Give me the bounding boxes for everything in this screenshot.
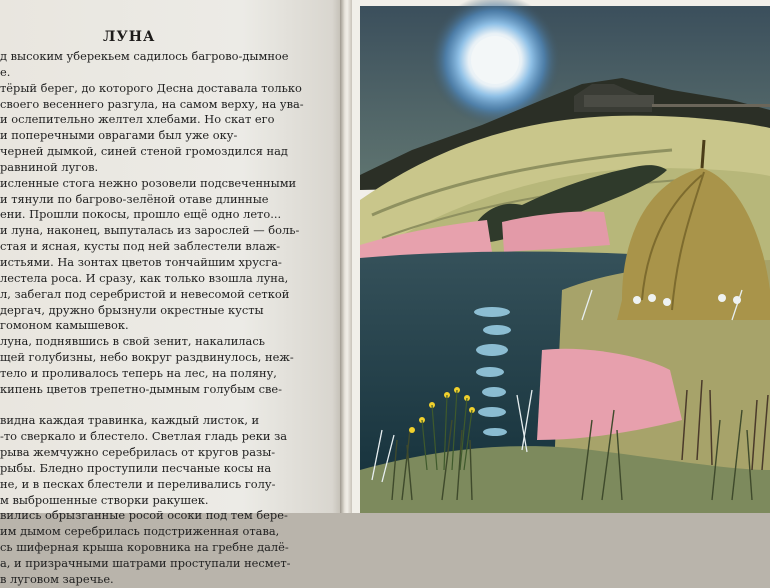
text-line: -то сверкало и блестело. Светлая гладь реки за <box>0 429 288 444</box>
text-line: исленные стога нежно розовели подсвеченными <box>0 175 297 190</box>
text-line: л, забегал под серебристой и невесомой сеткой <box>0 286 290 301</box>
text-line: тело и проливалось теперь на лес, на поляну, <box>0 365 277 380</box>
text-line: тёрый берег, до которого Десна доставала только <box>0 80 302 95</box>
text-line: своего весеннего разгула, на самом верху, на ува- <box>0 96 304 111</box>
text-line: и тянули по багрово-зелёной отаве длинные <box>0 191 269 206</box>
illustration-page <box>352 0 770 513</box>
text-line: истьями. На зонтах цветов тончайшим хрусга- <box>0 254 282 269</box>
story-text <box>0 49 340 588</box>
moon <box>471 36 519 84</box>
text-line: не, и в песках блестели и переливались голу- <box>0 476 276 491</box>
page-title: ЛУНА <box>103 29 156 45</box>
text-line: и поперечными оврагами был уже оку- <box>0 128 238 143</box>
text-line: и луна, наконец, выпуталась из зарослей — боль- <box>0 223 300 238</box>
text-line: им дымом серебрилась подстриженная отава, <box>0 524 280 539</box>
text-line: луна, поднявшись в свой зенит, накалилась <box>0 334 265 349</box>
text-line: щей голубизны, небо вокруг раздвинулось, неж- <box>0 350 294 365</box>
night-landscape-illustration <box>352 0 770 513</box>
text-line: е. <box>0 64 11 79</box>
text-line: черней дымкой, синей стеной громоздился над <box>0 144 288 159</box>
text-line: гомоном камышевок. <box>0 318 129 333</box>
text-line: в луговом заречье. <box>0 571 114 586</box>
text-line: д высоким уберекьем садилось багрово-дымное <box>0 49 289 63</box>
text-line: а, и призрачными шатрами проступали несмет- <box>0 556 291 570</box>
text-line: рыбы. Бледно проступили песчаные косы на <box>0 460 272 475</box>
text-line: стая и ясная, кусты под ней заблестели влаж- <box>0 239 281 254</box>
text-line: рыва жемчужно серебрилась от кругов разы- <box>0 445 276 460</box>
text-page <box>0 0 346 586</box>
text-line: дергач, дружно брызнули окрестные кусты <box>0 302 264 317</box>
text-line: кипень цветов трепетно-дымным голубым све- <box>0 381 283 396</box>
text-line: и ослепительно желтел хлебами. Но скат его <box>0 112 275 127</box>
text-line <box>0 398 340 414</box>
text-line: ени. Прошли покосы, прошло ещё одно лето... <box>0 207 282 222</box>
text-line: равниной лугов. <box>0 159 99 174</box>
text-line: видна каждая травинка, каждый листок, и <box>0 413 260 428</box>
text-line: лестела роса. И сразу, как только взошла луна, <box>0 270 289 285</box>
text-line: вились обрызганные росой осоки под тем бере- <box>0 508 288 523</box>
text-line: м выброшенные створки ракушек. <box>0 492 209 507</box>
book-gutter <box>340 0 352 513</box>
text-line: сь шиферная крыша коровника на гребне далё- <box>0 540 289 555</box>
